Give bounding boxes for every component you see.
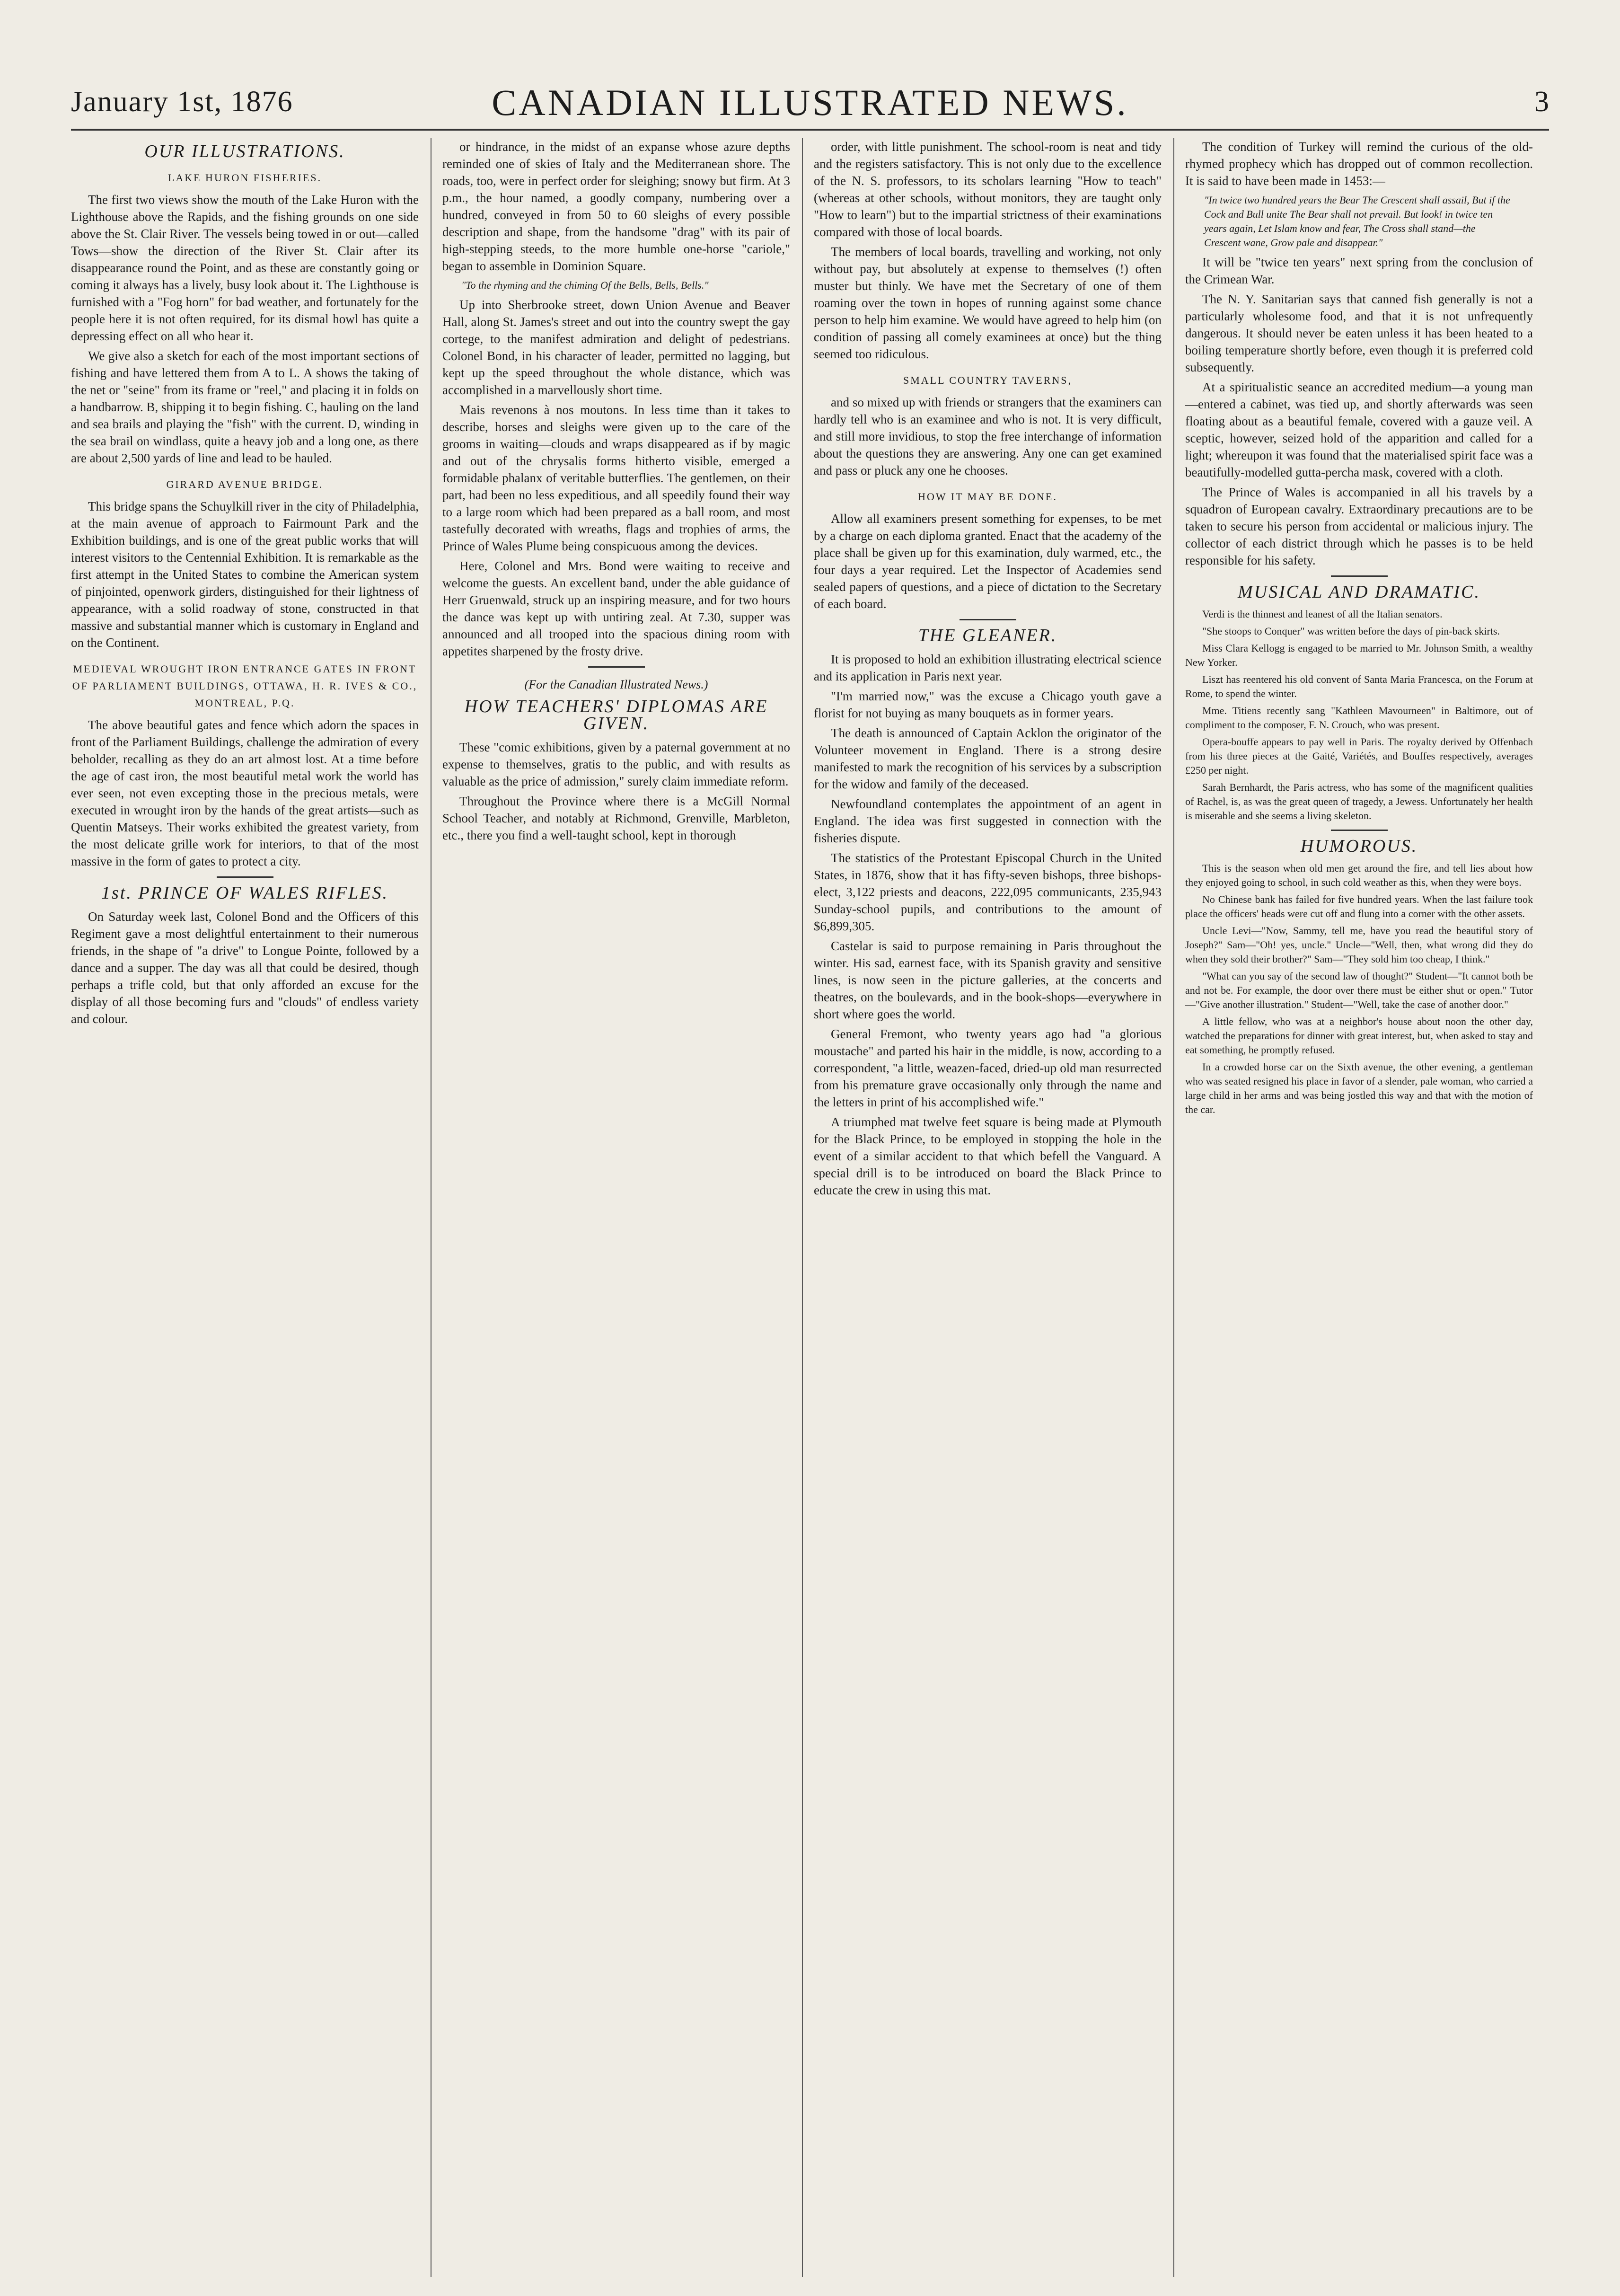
- subheading: SMALL COUNTRY TAVERNS,: [903, 374, 1072, 386]
- paragraph: Here, Colonel and Mrs. Bond were waiting to receive and welcome the guests. An excellent band, under the able guidance of Herr Gruenwald, struck up an inspiring measure, and for two hours the dance was kept up with untiring zeal. At 7.30, supper was announced and all trooped into the spacious dining room with appetites sharpened by the frosty drive.: [442, 559, 790, 658]
- paragraph: These "comic exhibitions, given by a paternal government at no expense to themselves, gratis to the public, and with results as valuable as the price of admission," surely claim immediate reform.: [442, 740, 790, 788]
- paragraph: In a crowded horse car on the Sixth avenue, the other evening, a gentleman who was seated resigned his place in favor of a slender, pale woman, who carried a large child in her arms and was being jostled this way and that with the motion of the car.: [1185, 1061, 1533, 1115]
- divider: [1331, 575, 1388, 577]
- paragraph: The above beautiful gates and fence which adorn the spaces in front of the Parliament Buildings, challenge the admiration of every beholder, recalling as they do an art almost lost. At a time before the age of cast iron, the most beautiful metal work the world has ever seen, not even excepting those in the precious metals, were executed in wrought iron by the hands of the great artists—such as Quentin Matseys. Their works exhibited the greatest variety, from the most delicate grille work for interiors, to that of the most massive in the form of gates to protect a city.: [71, 718, 419, 868]
- divider: [217, 876, 273, 878]
- paragraph: The Prince of Wales is accompanied in all his travels by a squadron of European cavalry. Extraordinary precautions are to be taken to secure his person from accidental or malicious injury. The collector of each district through which he passes is to be held responsible for his safety.: [1185, 485, 1533, 567]
- paragraph: Mme. Titiens recently sang "Kathleen Mavourneen" in Baltimore, out of compliment to the composer, F. N. Crouch, who was present.: [1185, 705, 1533, 731]
- section-heading: THE GLEANER.: [918, 626, 1057, 645]
- paragraph: Miss Clara Kellogg is engaged to be married to Mr. Johnson Smith, a wealthy New Yorker.: [1185, 642, 1533, 668]
- paragraph: Mais revenons à nos moutons. In less time than it takes to describe, horses and sleighs were given up to the care of the grooms in waiting—clouds and wraps disappeared as if by magic and out of the chrysalis forms hitherto visible, emerged a formidable phalanx of veritable butterflies. The gentlemen, on their part, had been no less expeditious, and all speedily found their way to a large room which had been prepared as a ball room, and most tastefully decorated with wreaths, flags and trophies of arms, the Prince of Wales Plume being conspicuous among the devices.: [442, 403, 790, 553]
- verse: "To the rhyming and the chiming Of the Bells, Bells, Bells.": [461, 279, 709, 291]
- section-heading: MUSICAL AND DRAMATIC.: [1237, 582, 1481, 602]
- paragraph: and so mixed up with friends or strangers that the examiners can hardly tell who is an examinee and who is not. It is very difficult, and still more invidious, to stop the free interchange of information about the questions they are answering. Any one can get examined and pass or pluck any one he chooses.: [814, 395, 1162, 477]
- paragraph: No Chinese bank has failed for five hundred years. When the last failure took place the officers' heads were cut off and flung into a corner with the other assets.: [1185, 893, 1533, 919]
- paragraph: Liszt has reentered his old convent of Santa Maria Francesca, on the Forum at Rome, to spend the winter.: [1185, 673, 1533, 699]
- paragraph: "What can you say of the second law of thought?" Student—"It cannot both be and not be. For example, the door over there must be either shut or open." Tutor—"Give another illustration." Student—"Well, take the case of another door.": [1185, 970, 1533, 1010]
- subheading: LAKE HURON FISHERIES.: [167, 172, 322, 184]
- paragraph: Castelar is said to purpose remaining in Paris throughout the winter. His sad, earnest face, with its Spanish gravity and sensitive lines, is now seen in the picture galleries, at the concerts and theatres, on the boulevards, and in the book-shops—everywhere in short where goes the world.: [814, 939, 1162, 1021]
- subheading: HOW IT MAY BE DONE.: [918, 491, 1057, 503]
- paragraph: Throughout the Province where there is a McGill Normal School Teacher, and notably at Richmond, Grenville, Marbleton, etc., there you find a well-taught school, kept in thorough: [442, 794, 790, 842]
- paragraph: Opera-bouffe appears to pay well in Paris. The royalty derived by Offenbach from his three pieces at the Gaité, Variétés, and Bouffes respectively, averages £250 per night.: [1185, 736, 1533, 776]
- paragraph: Uncle Levi—"Now, Sammy, tell me, have you read the beautiful story of Joseph?" Sam—"Oh! yes, uncle." Uncle—"Well, then, what wrong did they do when they sold their brother?" Sam—"They sold him too cheap, I think.": [1185, 925, 1533, 965]
- header-rule: [71, 129, 1549, 131]
- paragraph: The first two views show the mouth of the Lake Huron with the Lighthouse above the Rapids, and the fishing grounds on one side above the St. Clair River. The vessels being towed in or out—called Tows—show the direction of the River St. Clair after its disappearance round the Point, and as these are constantly going or coming it always has a lively, busy look about it. The Lighthouse is furnished with a "Fog horn" for bad weather, and fortunately for the people here it is not often required, for its dismal howl has quite a depressing effect on all who hear it.: [71, 193, 419, 343]
- subheading: GIRARD AVENUE BRIDGE.: [166, 478, 324, 490]
- page-number: 3: [1534, 86, 1549, 118]
- paragraph: The death is announced of Captain Acklon the originator of the Volunteer movement in England. There is a strong desire manifested to mark the recognition of his services by a subscription for the widow and family of the deceased.: [814, 726, 1162, 791]
- column-1: [71, 138, 419, 2277]
- section-heading: HUMOROUS.: [1300, 836, 1418, 856]
- newspaper-title: CANADIAN ILLUSTRATED NEWS.: [492, 82, 1128, 123]
- paragraph: A little fellow, who was at a neighbor's house about noon the other day, watched the preparations for dinner with great interest, but, when asked to stay and eat something, he promptly refused.: [1185, 1016, 1533, 1056]
- paragraph: The statistics of the Protestant Episcopal Church in the United States, in 1876, show that it has fifty-seven bishops, three bishops-elect, 3,122 priests and deacons, 222,095 communicants, 235,943 Sunday-school pupils, and contributions to the amount of $6,899,305.: [814, 851, 1162, 933]
- paragraph: Newfoundland contemplates the appointment of an agent in England. The idea was first suggested in connection with the fisheries dispute.: [814, 797, 1162, 845]
- paragraph: "I'm married now," was the excuse a Chicago youth gave a florist for not buying as many bouquets as in former years.: [814, 689, 1162, 720]
- paragraph: The condition of Turkey will remind the curious of the old-rhymed prophecy which has dropped out of common recollection. It is said to have been made in 1453:—: [1185, 140, 1533, 188]
- paragraph: This is the season when old men get around the fire, and tell lies about how they enjoyed going to school, in such cold weather as this, when they were boys.: [1185, 862, 1533, 888]
- columns: [71, 138, 1549, 2277]
- divider: [1331, 830, 1388, 831]
- paragraph: Sarah Bernhardt, the Paris actress, who has some of the magnificent qualities of Rachel, is, as was the great queen of tragedy, a Jewess. Unfortunately her health is miserable and she seems a living skeleton.: [1185, 781, 1533, 821]
- masthead: [71, 71, 1549, 123]
- credit-line: (For the Canadian Illustrated News.): [524, 678, 708, 691]
- column-rule: [802, 138, 803, 2277]
- issue-date: January 1st, 1876: [71, 86, 293, 118]
- paragraph: "She stoops to Conquer" was written before the days of pin-back skirts.: [1202, 625, 1500, 637]
- paragraph: Up into Sherbrooke street, down Union Avenue and Beaver Hall, along St. James's street and out into the country swept the gay cortege, to the manifest admiration and delight of pedestrians. Colonel Bond, in his character of leader, permitted no lagging, but kept up the speed throughout the whole distance, which was accomplished in a marvellously short time.: [442, 298, 790, 397]
- section-heading: 1st. PRINCE OF WALES RIFLES.: [101, 883, 388, 903]
- paragraph: A triumphed mat twelve feet square is being made at Plymouth for the Black Prince, to be employed in stopping the hole in the event of a similar accident to that which befell the Vanguard. A special drill is to be introduced on board the Black Prince to educate the crew in using this mat.: [814, 1115, 1162, 1197]
- subheading: MEDIEVAL WROUGHT IRON ENTRANCE GATES IN FRONT OF PARLIAMENT BUILDINGS, OTTAWA, H. R. IVES & CO., MONTREAL, P.Q.: [72, 663, 418, 709]
- paragraph: The N. Y. Sanitarian says that canned fish generally is not a particularly wholesome food, and that it is not unfrequently dangerous. It should never be eaten unless it has been heated to a boiling temperature shortly before, even though it is preferred cold subsequently.: [1185, 292, 1533, 374]
- column-2: [442, 138, 790, 2277]
- paragraph: We give also a sketch for each of the most important sections of fishing and have lettered them from A to L. A shows the taking of the net or "seine" from its frame or "reel," and placing it in folds on a handbarrow. B, shipping it to begin fishing. C, hauling on the land and sea brails and playing the "fish" with the current. D, winding in the sea brail on windlass, quite a heavy job and a long one, as there are about 2,500 yards of line and lead to be hauled.: [71, 349, 419, 465]
- paragraph: Verdi is the thinnest and leanest of all the Italian senators.: [1202, 608, 1443, 620]
- paragraph: or hindrance, in the midst of an expanse whose azure depths reminded one of skies of Italy and the Mediterranean shore. The roads, too, were in perfect order for sleighing; snowy but firm. At 3 p.m., the hour named, a goodly company, numbering over a hundred, conveyed in from 50 to 60 sleighs of every possible description and shape, from the handsome "drag" with its pair of high-stepping steeds, to the more humble one-horse "cariole," began to assemble in Dominion Square.: [442, 140, 790, 273]
- paragraph: On Saturday week last, Colonel Bond and the Officers of this Regiment gave a most delightful entertainment to their numerous friends, in the shape of "a drive" to Longue Pointe, followed by a dance and a supper. The day was all that could be desired, though perhaps a trifle cold, but that only afforded an excuse for the display of all those becoming furs and "clouds" of endless variety and colour.: [71, 910, 419, 1026]
- paragraph: Allow all examiners present something for expenses, to be met by a charge on each diploma granted. Enact that the academy of the place shall be given up for this examination, duly warmed, etc., the four days a year required. Let the Inspector of Academies send sealed papers of questions, and a piece of dictation to the Secretary of each board.: [814, 512, 1162, 611]
- column-3: [814, 138, 1162, 2277]
- paragraph: The members of local boards, travelling and working, not only without pay, but absolutely at expense to themselves (!) often muster but thinly. We have met the Secretary of one of them roaming over the town in hopes of running against some chance person to help him examine. We would have agreed to help him (on condition of passing all comely examinees at once) but the thing seemed too ridiculous.: [814, 245, 1162, 361]
- column-rule: [1173, 138, 1174, 2277]
- paragraph: General Fremont, who twenty years ago had "a glorious moustache" and parted his hair in the middle, is now, according to a correspondent, "a little, weazen-faced, dried-up old man resurrected from his premature grave occasionally only through the name and the letters in print of his accomplished wife.": [814, 1027, 1162, 1109]
- verse: "In twice two hundred years the Bear The Crescent shall assail, But if the Cock and Bull unite The Bear shall not prevail. But look! in twice ten years again, Let Islam know and fear, The Cross shall stand—the Crescent wane, Grow pale and disappear.": [1204, 194, 1510, 248]
- paragraph: This bridge spans the Schuylkill river in the city of Philadelphia, at the main avenue of approach to Fairmount Park and the Exhibition buildings, and is one of the great public works that will interest visitors to the Centennial Exhibition. It is remarkable as the first attempt in the United States to combine the American system of pinjointed, openwork girders, distinguished for their lightness of appearance, with a solid roadway of stone, constructed in that massive and substantial manner which is customary in England and on the Continent.: [71, 499, 419, 650]
- paragraph: It is proposed to hold an exhibition illustrating electrical science and its application in Paris next year.: [814, 652, 1162, 683]
- divider: [960, 619, 1016, 620]
- section-heading: OUR ILLUSTRATIONS.: [144, 141, 345, 161]
- column-4: [1185, 138, 1533, 2277]
- section-heading: HOW TEACHERS' DIPLOMAS ARE GIVEN.: [464, 697, 768, 733]
- divider: [588, 666, 645, 668]
- paragraph: At a spiritualistic seance an accredited medium—a young man—entered a cabinet, was tied up, and shortly afterwards was seen floating about as a beautiful female, covered with a gauze veil. A sceptic, however, seized hold of the apparition and called for a light; whereupon it was found that the materialised spirit face was a beautifully-modelled gutta-percha mask, covered with a cloth.: [1185, 380, 1533, 479]
- paragraph: order, with little punishment. The school-room is neat and tidy and the registers satisfactory. This is not only due to the excellence of the N. S. professors, to its scholars learning "How to teach" (whereas at other schools, without monitors, they are taught only "How to learn") but to the impartial strictness of their examinations compared with those of local boards.: [814, 140, 1162, 239]
- paragraph: It will be "twice ten years" next spring from the conclusion of the Crimean War.: [1185, 255, 1533, 286]
